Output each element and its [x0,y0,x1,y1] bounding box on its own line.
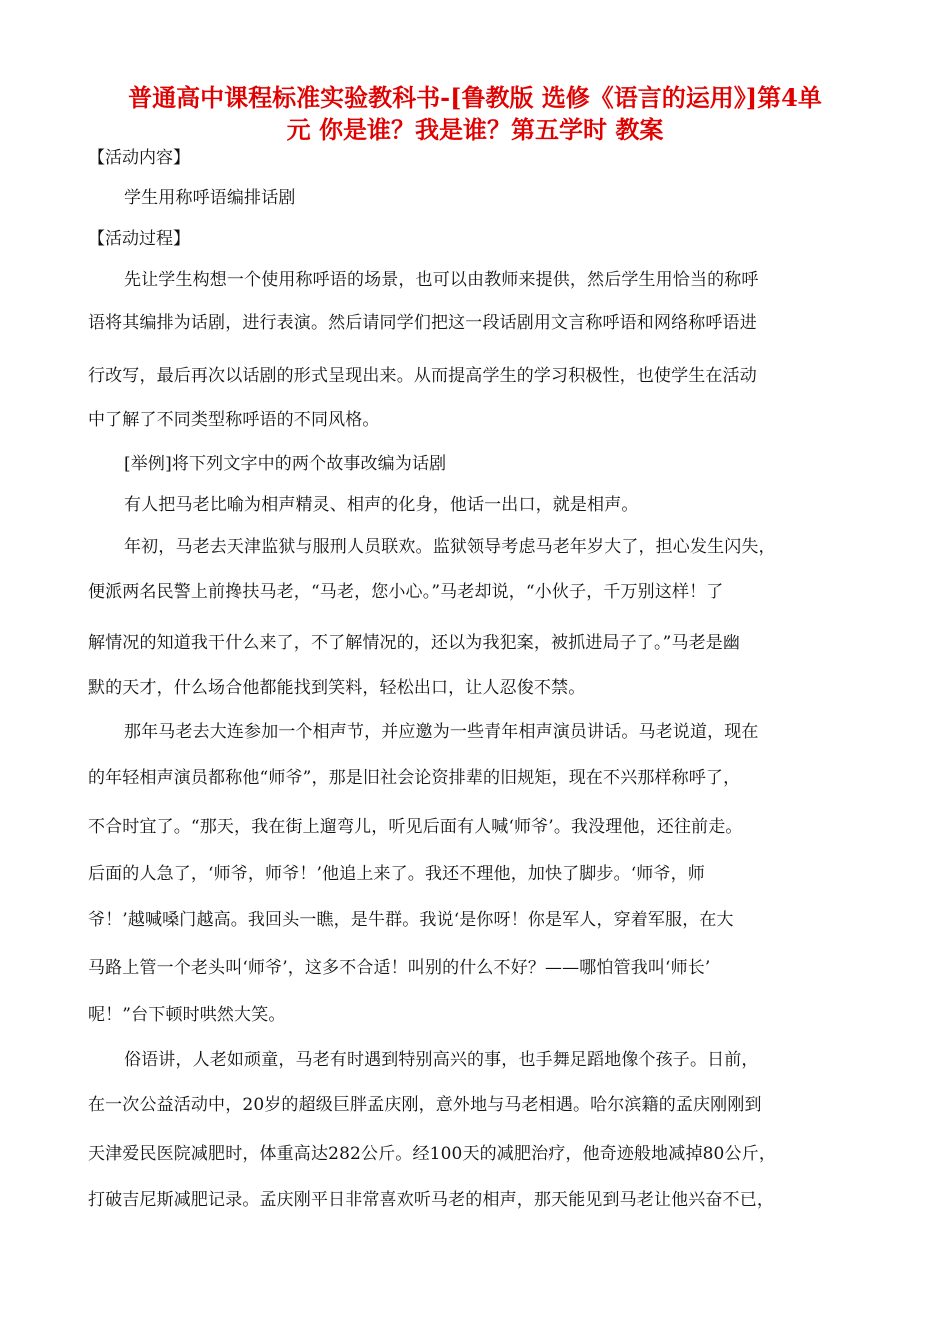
example-heading: [举例]将下列文字中的两个故事改编为话剧 [124,454,447,474]
section-heading-activity-content: 【活动内容】 [88,148,190,168]
body-line: 中了解了不同类型称呼语的不同风格。 [88,410,380,430]
document-title-line-1: 普通高中课程标准实验教科书-[鲁教版 选修《语言的运用》]第4单 [128,83,822,112]
body-line: 爷！’越喊嗓门越高。我回头一瞧，是牛群。我说‘是你呀！你是军人，穿着军服，在大 [88,910,734,930]
body-line: 那年马老去大连参加一个相声节，并应邀为一些青年相声演员讲话。马老说道，现在 [124,722,759,742]
body-line: 呢！”台下顿时哄然大笑。 [88,1005,286,1025]
body-line: 便派两名民警上前搀扶马老，“马老，您小心。”马老却说，“小伙子，千万别这样！了 [88,582,724,602]
section-heading-activity-process: 【活动过程】 [88,229,190,249]
activity-content-text: 学生用称呼语编排话剧 [124,188,296,208]
body-line: 语将其编排为话剧，进行表演。然后请同学们把这一段话剧用文言称呼语和网络称呼语进 [88,313,757,333]
body-line: 的年轻相声演员都称他“师爷”，那是旧社会论资排辈的旧规矩，现在不兴那样称呼了， [88,768,741,788]
document-title-line-2: 元 你是谁？我是谁？第五学时 教案 [286,115,664,144]
body-line: 打破吉尼斯减肥记录。孟庆刚平日非常喜欢听马老的相声，那天能见到马老让他兴奋不已， [88,1190,774,1210]
body-line: 行改写，最后再次以话剧的形式呈现出来。从而提高学生的学习积极性，也使学生在活动 [88,366,757,386]
body-line: 解情况的知道我干什么来了，不了解情况的，还以为我犯案，被抓进局子了。”马老是幽 [88,633,741,653]
body-line: 默的天才，什么场合他都能找到笑料，轻松出口，让人忍俊不禁。 [88,678,586,698]
body-line: 年初，马老去天津监狱与服刑人员联欢。监狱领导考虑马老年岁大了，担心发生闪失， [124,537,776,557]
body-line: 后面的人急了，‘师爷，师爷！’他追上来了。我还不理他，加快了脚步。‘师爷，师 [88,864,705,884]
body-line: 在一次公益活动中，20岁的超级巨胖孟庆刚，意外地与马老相遇。哈尔滨籍的孟庆刚刚到 [88,1095,762,1115]
body-line: 俗语讲，人老如顽童，马老有时遇到特别高兴的事，也手舞足蹈地像个孩子。日前， [124,1050,759,1070]
body-line: 有人把马老比喻为相声精灵、相声的化身，他话一出口，就是相声。 [124,495,639,515]
body-line: 天津爱民医院减肥时，体重高达282公斤。经100天的减肥治疗，他奇迹般地减掉80公斤， [88,1144,776,1164]
body-line: 先让学生构想一个使用称呼语的场景，也可以由教师来提供，然后学生用恰当的称呼 [124,270,759,290]
body-line: 不合时宜了。“那天，我在街上遛弯儿，听见后面有人喊‘师爷’。我没理他，还往前走。 [88,817,743,837]
body-line: 马路上管一个老头叫‘师爷’，这多不合适！叫别的什么不好？——哪怕管我叫‘师长’ [88,958,711,978]
